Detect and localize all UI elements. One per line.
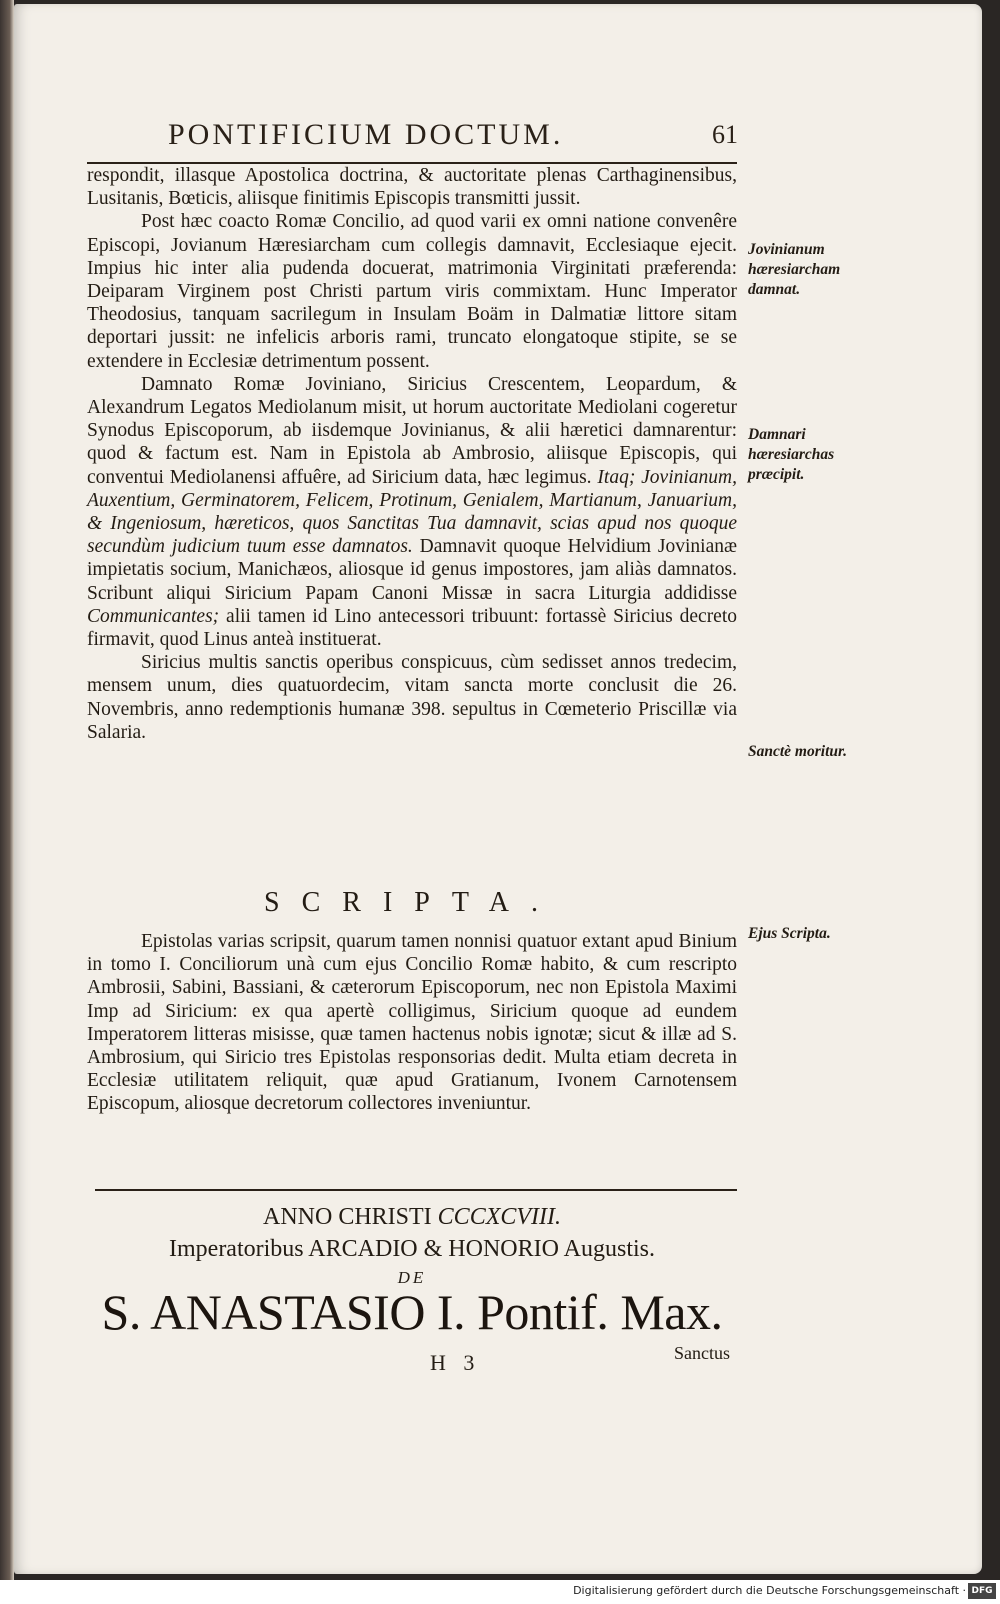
- margin-note: Damnari hæresiarchas præcipit.: [748, 426, 835, 483]
- paragraph-text: alii tamen id Lino antecessori tribuunt: fortassè Siricius decreto firmavit, quod Linus anteà instituerat.: [87, 605, 738, 651]
- margin-note: Jovinianum hæresiarcham damnat.: [748, 241, 841, 298]
- imperatores-line: Imperatoribus ARCADIO & HONORIO Augustis.: [169, 1236, 655, 1262]
- margin-note: Sanctè moritur.: [748, 743, 848, 760]
- footer-credit: Digitalisierung gefördert durch die Deutsche Forschungsgemeinschaft ·: [573, 1584, 966, 1597]
- paragraph: Post hæc coacto Romæ Concilio, ad quod varii ex omni natione convenêre Episcopi, Jovianum Hæresiarcham cum collegis damnavit, Ecclesiaque ejecit. Impius hic inter alia pudenda docuerat, matrimonia Virginitati præferenda: Deiparam Virginem post Christi partum viris commixtam. Hunc Imperator Theodosius, tanquam sacrilegum in Insulam Boäm in Dalmatiæ littore sitam deportari jussit: ne infelicis arboris rami, truncato elongatoque stipite, se se extendere in Ecclesiæ detrimentum possent.: [87, 211, 737, 372]
- page-header: [168, 118, 738, 154]
- book-spine-edge: [0, 0, 14, 1580]
- italic-term: Communicantes;: [87, 605, 220, 627]
- footer-bar: [0, 1580, 1000, 1604]
- anno-prefix: ANNO CHRISTI: [263, 1204, 432, 1230]
- catchword: Sanctus: [674, 1343, 730, 1363]
- anno-line: [87, 1204, 737, 1231]
- paragraph-text: Damnavit quoque Helvidium Jovinianæ impietatis socium, Manichæos, aliosque id genus impostores, jam aliàs damnatos. Scribunt aliqui Siricium Papam Canoni Missæ in sacra Liturgia addidisse: [87, 536, 738, 604]
- signature-mark: H 3: [430, 1350, 481, 1375]
- quotation: Itaq; Jovinianum, Auxentium, Germinatorem, Felicem, Protinum, Genialem, Martianum, Januarium, & Ingeniosum, hæreticos, quos Sanctitas Tua damnavit, scias apud nos quoque secundùm judicium tuum esse damnatos.: [87, 466, 737, 558]
- margin-note: Ejus Scripta.: [748, 925, 831, 942]
- paragraph: [87, 373, 737, 651]
- anno-year: CCCXCVIII.: [437, 1204, 561, 1230]
- section-title: SCRIPTA.: [264, 887, 560, 918]
- main-text: [87, 164, 737, 744]
- dfg-logo: DFG: [968, 1583, 996, 1599]
- paragraph: Siricius multis sanctis operibus conspicuus, cùm sedisset annos tredecim, mensem unum, dies quatuordecim, vitam sancta morte conclusit die 26. Novembris, anno redemptionis humanæ 398. sepultus in Cœmeterio Priscillæ via Salaria.: [87, 652, 737, 743]
- page-number: 61: [712, 120, 738, 149]
- section-rule: [95, 1189, 737, 1191]
- chapter-title: S. ANASTASIO I. Pontif. Max.: [101, 1284, 723, 1340]
- scripta-text: [87, 930, 737, 1116]
- de-line: DE: [397, 1268, 427, 1287]
- paragraph: Epistolas varias scripsit, quarum tamen nonnisi quatuor extant apud Binium in tomo I. Conciliorum unà cum ejus Concilio Romæ habito, & cum rescripto Ambrosii, Sabini, Bassiani, & cæterorum Episcoporum, nec non Epistola Maximi Imp ad Siricium: ex qua apertè colligimus, Siricium quoque ad eundem Imperatorem litteras misisse, quæ tamen hactenus nobis ignotæ; sicut & illæ ad S. Ambrosium, qui Siricio tres Epistolas responsorias dedit. Multa etiam decreta in Ecclesiæ utilitatem reliquit, quæ apud Gratianum, Ivonem Carnotensem Episcopum, aliosque decretorum collectores inveniuntur.: [87, 931, 737, 1115]
- running-title: PONTIFICIUM DOCTUM.: [168, 118, 564, 151]
- paragraph-text: Damnato Romæ Joviniano, Siricius Crescentem, Leopardum, & Alexandrum Legatos Mediolanum misit, ut horum auctoritate Mediolani cogeretur Synodus Episcoporum, ab iisdemque Jovinianus, & alii hæretici damnarentur: quod & factum est. Nam in Epistola ab Ambrosio, aliisque Episcopis, qui conventui Mediolanensi affuêre, ad Siricium data, hæc legimus.: [87, 373, 737, 488]
- paragraph: respondit, illasque Apostolica doctrina, & auctoritate plenas Carthaginensibus, Lusitanis, Bœticis, aliisque finitimis Episcopis transmitti jussit.: [87, 165, 737, 210]
